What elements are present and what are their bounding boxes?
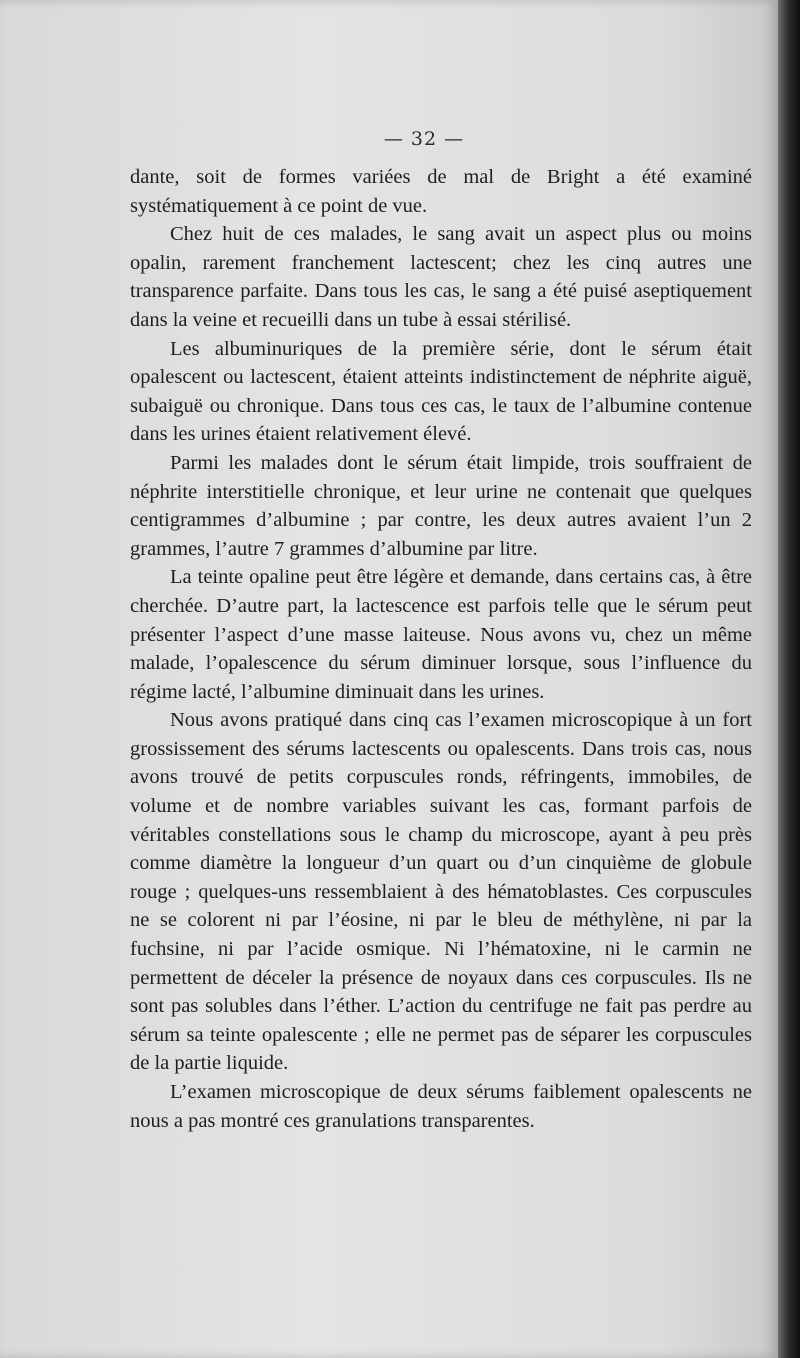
paragraph-4: Parmi les malades dont le sérum était limpide, trois souffraient de néphrite interstitielle chronique, et leur urine ne contenait que quelques centigrammes d’albumine ; par contre, les deux autres avaient l’un 2 grammes, l’autre 7 grammes d’albumine par litre. <box>130 451 752 560</box>
body-text <box>130 163 752 1135</box>
paragraph-3: Les albuminuriques de la première série, dont le sérum était opalescent ou lactescent, étaient atteints indistinctement de néphrite aiguë, subaiguë ou chronique. Dans tous ces cas, le taux de l’albumine contenue dans les urines étaient relativement élevé. <box>130 337 752 446</box>
paragraph-5: La teinte opaline peut être légère et demande, dans certains cas, à être cherchée. D’autre part, la lactescence est parfois telle que le sérum peut présenter l’aspect d’une masse laiteuse. Nous avons vu, chez un même malade, l’opalescence du sérum diminuer lorsque, sous l’influence du régime lacté, l’albumine diminuait dans les urines. <box>130 566 752 703</box>
paragraph-1: dante, soit de formes variées de mal de Bright a été examiné systématiquement à ce point de vue. <box>130 166 752 217</box>
book-spine-shadow <box>778 0 800 1358</box>
paragraph-7: L’examen microscopique de deux sérums faiblement opalescents ne nous a pas montré ces granulations transparentes. <box>130 1081 752 1132</box>
paragraph-6: Nous avons pratiqué dans cinq cas l’examen microscopique à un fort grossissement des sérums lactescents ou opalescents. Dans trois cas, nous avons trouvé de petits corpuscules ronds, réfringents, immobiles, de volume et de nombre variables suivant les cas, formant parfois de véritables constellations sous le champ du microscope, ayant à peu près comme diamètre la longueur d’un quart ou d’un cinquième de globule rouge ; quelques-uns ressemblaient à des hématoblastes. Ces corpuscules ne se colorent ni par l’éosine, ni par le bleu de méthylène, ni par la fuchsine, ni par l’acide osmique. Ni l’hématoxine, ni le carmin ne permettent de déceler la présence de noyaux dans ces corpuscules. Ils ne sont pas solubles dans l’éther. L’action du centrifuge ne fait pas perdre au sérum sa teinte opalescente ; elle ne permet pas de séparer les corpuscules de la partie liquide. <box>130 709 752 1075</box>
page-number: — 32 — <box>383 128 465 150</box>
paragraph-2: Chez huit de ces malades, le sang avait un aspect plus ou moins opalin, rarement franchement lactescent; chez les cinq autres une transparence parfaite. Dans tous les cas, le sang a été puisé aseptiquement dans la veine et recueilli dans un tube à essai stérilisé. <box>130 223 752 331</box>
